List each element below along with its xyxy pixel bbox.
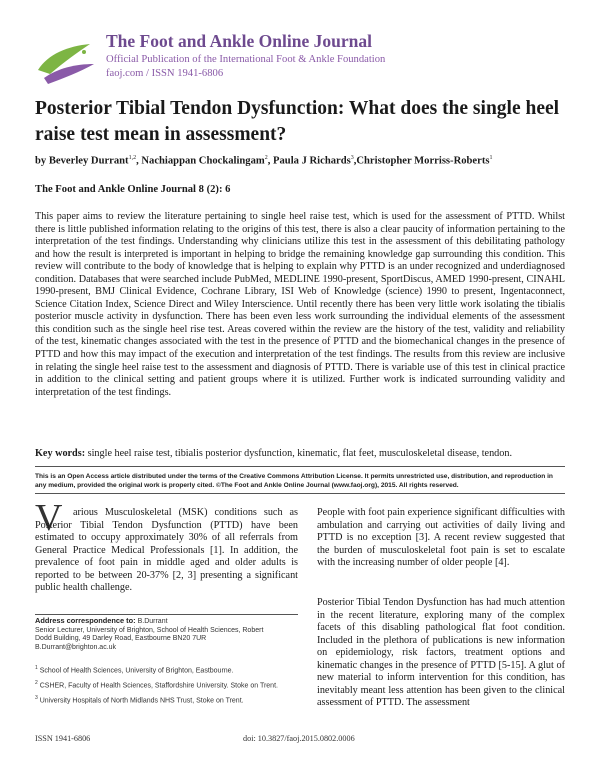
abstract-text: This paper aims to review the literature pertaining to single heel raise test, which is used for the assessment of PTTD. Whilst there is little published information relating to the origins of this test, there is also a clear paucity of information pertaining to the interpretation of the test findings. Understanding why clinicians utilize this test in the assessment of this debilitating pathology and how the result is interpreted is important in helping to bridge the remaining knowledge gap surrounding this condition. This review will contribute to the body of knowledge that is helping to explain why PTTD is an under recognized and underdiagnosed condition. Databases that were searched include PubMed, MEDLINE 1990-present, SportDiscus, AMED 1990-present, CINAHL 1990-present, BMJ Clinical Evidence, Cochrane Library, ISI Web of Knowledge (science) 1990 to present, Ingentaconnect, Science Citation Index, Science Direct and Wiley Interscience. Until recently there has been very little work isolating the tibialis posterior muscle activity in dysfunction. There has been even less work surrounding the individual elements of the assessment this condition such as the single heel rise test. Areas covered within the review are the history of the test, validity and reliability of the test, kinematic changes associated with the test in the presence of PTTD and the biomechanical changes in the presence of PTTD and how this may impact of the execution and interpretation of the test findings. The results from this review are inclusive in relating the single heel raise test to the assessment and diagnosis of PTTD. There is variable use of this test in clinical practice in addition to the clinical setting and patient groups where it is utilized. Further work is indicated surrounding validity and interpretation of the test findings.	[35, 211, 565, 398]
license-notice: This is an Open Access article distributed under the terms of the Creative Commons Attribution License. It permits unrestricted use, distribution, and reproduction in any medium, provided the original work is properly cited. ©The Foot and Ankle Online Journal (www.faoj.org), 2015. All rights reserved.	[35, 473, 553, 489]
correspondence-block	[35, 617, 298, 653]
correspondence-email[interactable]: B.Durrant@brighton.ac.uk	[35, 644, 117, 652]
journal-issn-link[interactable]: faoj.com / ISSN 1941-6806	[106, 68, 224, 79]
correspondence-name: B.Durrant	[137, 618, 168, 625]
author-1-affil: 1,2	[128, 155, 137, 161]
divider	[35, 614, 298, 615]
author-4-affil: 1	[489, 155, 493, 161]
affiliation-item: $^3$ University Hospitals of North Midlands NHS Trust, Stoke on Trent.	[35, 695, 244, 705]
keywords	[35, 448, 565, 459]
correspondence-address-1: Senior Lecturer, University of Brighton, School of Health Sciences, Robert	[35, 626, 264, 634]
journal-subtitle: Official Publication of the International Foot & Ankle Foundation	[106, 54, 386, 65]
journal-title: The Foot and Ankle Online Journal	[106, 31, 372, 51]
divider	[35, 493, 565, 494]
keywords-label: Key words:	[35, 448, 86, 459]
article-title: Posterior Tibial Tendon Dysfunction: What does the single heel raise test mean in assessment?	[35, 98, 560, 145]
author-2: Nachiappan Chockalingam	[141, 155, 265, 167]
intro-paragraph-text: arious Musculoskeletal (MSK) conditions such as Posterior Tibial Tendon Dysfunction (PTTD) have been estimated to occupy approximately 30% of all referrals from General Practice Medical Professionals [1]. In addition, the prevalence of foot pain in middle aged and older adults is reported to be between 20-37% [2, 3] presenting a significant public health challenge.	[35, 507, 298, 593]
affiliations	[35, 664, 298, 706]
footer-issn: ISSN 1941-6806	[35, 734, 91, 743]
citation: The Foot and Ankle Online Journal 8 (2): 6	[35, 184, 231, 195]
correspondence-label: Address correspondence to:	[35, 616, 136, 625]
body-paragraph-2: Posterior Tibial Tendon Dysfunction has had much attention in the recent literature, exploring many of the complex facets of this disabling pathological flat foot condition. Included in the plethora of publications is new information on epidemiology, risk factors, treatment options and kinematic changes in the presence of PTTD [5-15]. A glut of new material to inform intervention for this condition, has inevitably meant less attention has been given to the clinical assessment of PTTD. The assessment	[317, 597, 565, 708]
affiliation-item: $^2$ CSHER, Faculty of Health Sciences, Staffordshire University. Stoke on Trent.	[35, 680, 278, 690]
drop-cap: V	[35, 497, 63, 539]
author-3: Paula J Richards	[273, 155, 351, 167]
correspondence-address-2: Dodd Building, 49 Darley Road, Eastbourne BN20 7UR	[35, 635, 207, 643]
by-label: by	[35, 155, 47, 167]
foot-logo-icon	[34, 34, 98, 88]
footer-doi[interactable]: doi: 10.3827/faoj.2015.0802.0006	[243, 734, 355, 743]
affiliation-item: $^1$ School of Health Sciences, University of Brighton, Eastbourne.	[35, 665, 234, 675]
intro-paragraph	[35, 507, 298, 595]
author-list: by Beverley Durrant$^{1,2}$, Nachiappan Chockalingam$^2$, Paula J Richards$^3$,Christopher Morriss-Roberts$^1$	[35, 155, 493, 167]
author-4: Christopher Morriss-Roberts	[356, 155, 490, 167]
divider	[35, 466, 565, 467]
author-1: Beverley Durrant	[48, 155, 129, 167]
body-paragraph-1: People with foot pain experience significant difficulties with ambulation and carrying out activities of daily living and PTTD is no exception [3]. A recent review suggested that the burden of musculoskeletal foot pain is set to escalate with the increasing number of older people [4].	[317, 507, 565, 568]
author-3-affil: 3	[350, 155, 354, 161]
author-2-affil: 2	[264, 155, 268, 161]
keywords-text: single heel raise test, tibialis posterior dysfunction, kinematic, flat feet, musculoskeletal disease, tendon.	[87, 448, 513, 459]
